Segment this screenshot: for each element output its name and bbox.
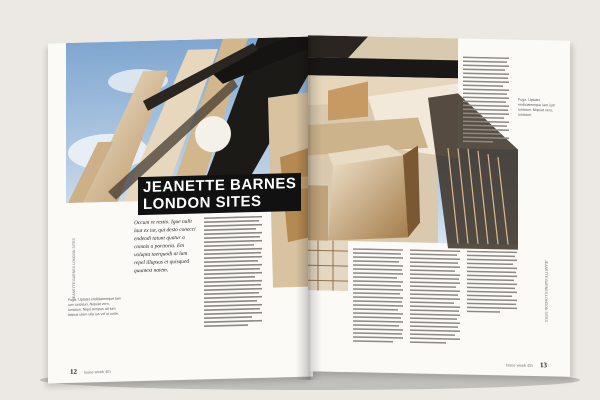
photo-caption-right: Fuga. Uptatet endiciatemque lam ium iuntaturi. Niquiat vero, iuntaturi. bbox=[518, 97, 555, 117]
side-label-left: JEANETTE BARNES LONDON SITES bbox=[72, 238, 76, 300]
body-text-lines bbox=[353, 248, 403, 359]
body-column-left-page bbox=[204, 216, 262, 338]
spine-gutter bbox=[296, 38, 322, 380]
article-headline bbox=[138, 173, 301, 215]
body-text-lines bbox=[204, 216, 262, 338]
left-page bbox=[48, 37, 313, 384]
lead-paragraph: Occum re restio. Igue nulit laut ex iur, qui desto conecci endendi tatunt quatur a comnis a poritoria. Em volupta taerquodi at lum repel illupsus et quisqued quuntest natem. bbox=[134, 218, 196, 275]
folio-magazine-left: Issue week 4th bbox=[84, 368, 111, 375]
side-label-right: JEANETTE BARNES LONDON SITES bbox=[544, 260, 548, 322]
page-number-right: 13 bbox=[540, 361, 547, 370]
photo-caption-left: Fuga. Uptatet endiciatemque lam ium iuntaturi, Niquiat vero, iuntaturi, Niqui tempus ad lum latinus utem ulla ius vel ut iunte. bbox=[68, 296, 121, 317]
body-text-lines bbox=[410, 249, 460, 360]
folio-magazine-right: Issue week 4th bbox=[506, 362, 533, 368]
headline-line-1: JEANETTE BARNES bbox=[143, 174, 297, 196]
body-column-top-right bbox=[463, 57, 509, 148]
right-page bbox=[308, 35, 570, 376]
headline-line-2: LONDON SITES bbox=[143, 192, 262, 213]
page-number-left: 12 bbox=[70, 367, 77, 376]
body-text-lines bbox=[467, 251, 517, 332]
body-column-bottom-3 bbox=[467, 251, 517, 332]
body-column-bottom-1 bbox=[353, 248, 403, 359]
body-column-bottom-2 bbox=[410, 249, 460, 360]
body-text-lines bbox=[463, 57, 509, 148]
